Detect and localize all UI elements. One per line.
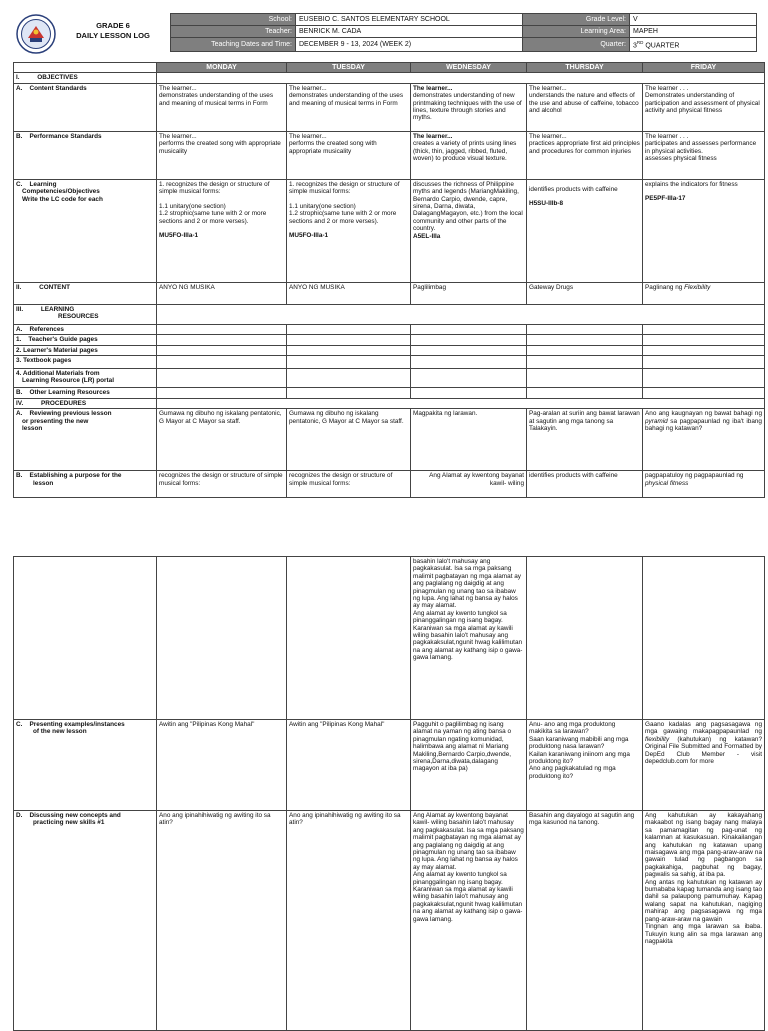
learners-material-fri [643,345,765,355]
textbook-row [14,356,765,369]
presenting-mon: Awitin ang "Pilipinas Kong Mahal" [157,720,287,811]
learners-material-thu [527,345,643,355]
references-row [14,324,765,334]
reviewing-mon: Gumawa ng dibuho ng iskalang pentatonic, G Mayor at C Mayor sa staff. [157,409,287,471]
content-thu: Gateway Drugs [527,282,643,304]
quarter-number: 3 [633,42,637,50]
discussing-wed: Ang Alamat ay kwentong bayanat kawil- wiling basahin lalo't mahusay ang pagkakasulat. Isa sa mga paksang malimit pagbatayan ng mga alamat ay ang paglalang ng daigdig at ang pinagmulan ng unang tao sa ibabaw ng lupa. Ang lahat ng bansa ay halos ay may alamat. Ang alamat ay kwento tungkol sa pinanggalingan ng isang bagay. Karaniwan sa mga alamat ay kawili wiling basahin lalo't mahusay ang pagkakaksulat,ngunit hwag kalilimutan na ang alamat ay kathang isip o gawa-gawa lamang. [411,811,527,1031]
objectives-blank [157,73,765,83]
day-friday: FRIDAY [643,63,765,73]
competencies-thu-code: H5SU-IIIb-8 [529,200,564,208]
objectives-row [14,73,765,83]
learning-resources-heading-2: RESOURCES [58,313,99,321]
presenting-label [14,720,157,811]
content-standards-wed [411,83,527,131]
textbook-fri [643,356,765,369]
competencies-label-2: Competencies/Objectives [22,188,100,196]
textbook-thu [527,356,643,369]
learners-material-row [14,345,765,355]
competencies-wed-code: A5EL-IIIa [413,232,441,240]
other-resources-thu [527,388,643,399]
learners-material-tue [287,345,411,355]
presenting-wed: Pagguhit o paglilimbag ng isang alamat na yaman ng ating bansa o pinagmulan ngating komunidad, halimbawa ang alamat ni Mariang Makiling,Bernardo Carpio,dwende, sirena,Darna,diwata,dalagang magayon at iba pa) [411,720,527,811]
additional-materials-fri [643,369,765,388]
discussing-label [14,811,157,1031]
reviewing-tue: Gumawa ng dibuho ng iskalang pentatonic, G Mayor at C Mayor sa staff. [287,409,411,471]
content-fri-prefix: Paglinang ng [645,283,685,291]
content-tue: ANYO NG MUSIKA [287,282,411,304]
learning-resources-heading-1: III. LEARNING [16,305,75,313]
school-value: EUSEBIO C. SANTOS ELEMENTARY SCHOOL [296,14,523,26]
textbook-mon [157,356,287,369]
purpose-label-1: B. Establishing a purpose for the [16,472,122,480]
textbook-wed [411,356,527,369]
competencies-wed [411,179,527,282]
other-resources-mon [157,388,287,399]
additional-materials-row [14,369,765,388]
purpose-row [14,471,765,498]
references-label: A. References [14,324,157,334]
reviewing-label-3: lesson [22,425,43,433]
purpose-wed: Ang Alamat ay kwentong bayanat kawil- wiling [411,471,527,498]
performance-standards-mon: The learner... performs the created song with appropriate musicality [157,131,287,179]
performance-standards-thu: The learner... practices appropriate first aid principles and procedures for common injuries [527,131,643,179]
reviewing-row [14,409,765,471]
competencies-thu [527,179,643,282]
additional-materials-tue [287,369,411,388]
quarter-value [630,38,757,52]
content-standards-wed-text: demonstrates understanding of new printmaking techniques with the use of lines, texture through stories and myths. [413,92,522,122]
area-value: MAPEH [630,26,757,38]
content-standards-wed-lead: The learner... [413,84,453,92]
content-standards-label: A. Content Standards [14,83,157,131]
day-tuesday: TUESDAY [287,63,411,73]
competencies-thu-text: identifies products with caffeine [529,185,618,193]
discussing-row [14,811,765,1031]
teachers-guide-row [14,335,765,345]
competencies-label-3: Write the LC code for each [22,195,103,203]
competencies-tue [287,179,411,282]
procedures-blank [157,399,765,409]
other-resources-wed [411,388,527,399]
other-resources-tue [287,388,411,399]
reviewing-label-2: or presenting the new [22,417,89,425]
competencies-fri [643,179,765,282]
reviewing-label [14,409,157,471]
content-fri-italic: Flexibility [684,283,711,291]
presenting-tue: Awitin ang "Pilipinas Kong Mahal" [287,720,411,811]
competencies-fri-code: PE5PF-IIIa-17 [645,195,686,203]
references-thu [527,324,643,334]
discussing-fri: Ang kahutukan ay kakayahang makaabot ng isang bagay nang malaya sa pamamagitan ng pag-unat ng kalamnan at kasukasuan. Kinakailangan ang kahutukan ng katawan upang maisagawa ang mga pang-araw-araw na gawain tulad ng pagbangon sa pagkakahiga, pagbuhat ng bagay, pagwalis sa sahig, at iba pa. Ang antas ng kahutukan ng katawan ay bumababa kapag tumanda ang isang tao dahil sa palaupong pamumuhay. Kapag walang sapat na kahutukan, nagiging mahirap ang pagsasagawa ng mga pang-araw-araw na gawain Tingnan ang mga larawan sa ibaba. Tukuyin kung alin sa mga larawan ang nagpakita [643,811,765,1031]
references-tue [287,324,411,334]
additional-materials-wed [411,369,527,388]
objectives-heading: I. OBJECTIVES [14,73,157,83]
reviewing-label-1: A. Reviewing previous lesson [16,410,112,418]
discussing-thu: Basahin ang dayalogo at sagutin ang mga kasunod na tanong. [527,811,643,1031]
additional-materials-label-1: 4. Additional Materials from [16,370,100,378]
reviewing-fri-italic: pyramid [645,417,668,425]
performance-standards-fri: The learner . . . participates and assesses performance in physical activities. assesses physical fitness [643,131,765,179]
quarter-text: QUARTER [643,42,680,50]
content-standards-thu: The learner... understands the nature and effects of the use and abuse of caffeine, tobacco and alcohol [527,83,643,131]
content-wed: Paglilimbag [411,282,527,304]
presenting-thu: Anu- ano ang mga produktong makikita sa larawan? Saan karaniwang mabibili ang mga produktong nasa larawan? Kailan karaniwang iniinom ang mga produktong ito? Ano ang pagkakatulad ng mga produktong ito? [527,720,643,811]
continued-row [14,557,765,720]
content-row [14,282,765,304]
title-dll: DAILY LESSON LOG [76,31,150,40]
purpose-tue: recognizes the design or structure of simple musical forms: [287,471,411,498]
purpose-thu: identifies products with caffeine [527,471,643,498]
header-info-table [170,13,757,52]
reviewing-fri [643,409,765,471]
additional-materials-label [14,369,157,388]
presenting-label-2: of the new lesson [33,728,87,736]
continued-label [14,557,157,720]
teachers-guide-mon [157,335,287,345]
purpose-fri-italic: physical fitness [645,479,689,487]
other-resources-label: B. Other Learning Resources [14,388,157,399]
performance-standards-wed-lead: The learner... [413,132,453,140]
deped-seal-icon [16,14,56,54]
learners-material-label: 2. Learner's Material pages [14,345,157,355]
additional-materials-thu [527,369,643,388]
title-grade: GRADE 6 [96,21,130,30]
content-heading: II. CONTENT [14,282,157,304]
procedures-row [14,399,765,409]
learners-material-wed [411,345,527,355]
discussing-label-2: practicing new skills #1 [33,819,105,827]
discussing-tue: Ano ang ipinahihiwatig ng awiting ito sa atin? [287,811,411,1031]
reviewing-thu: Pag-aralan at suriin ang bawat larawan at sagutin ang mga tanong sa Talakayin. [527,409,643,471]
quarter-label: Quarter: [523,38,630,52]
grade-label: Grade Level: [523,14,630,26]
content-fri [643,282,765,304]
performance-standards-label: B. Performance Standards [14,131,157,179]
area-label: Learning Area: [523,26,630,38]
reviewing-wed: Magpakita ng larawan. [411,409,527,471]
presenting-fri-1: Gaano kadalas ang pagsasagawa ng mga gawaing makapagpapaunlad ng [645,721,762,736]
teachers-guide-fri [643,335,765,345]
teachers-guide-tue [287,335,411,345]
content-standards-fri: The learner . . . Demonstrates understanding of participation and assessment of physical activity and physical fitness [643,83,765,131]
continued-tue [287,557,411,720]
teachers-guide-wed [411,335,527,345]
day-header-row [14,63,765,73]
dates-label: Teaching Dates and Time: [171,38,296,52]
learning-resources-row [14,304,765,324]
discussing-label-1: D. Discussing new concepts and [16,812,121,819]
grade-value: V [630,14,757,26]
competencies-mon-code: MU5FO-IIIa-1 [159,232,199,240]
competencies-mon-text: 1. recognizes the design or structure of simple musical forms: 1.1 unitary(one section) 1.2 strophic(same tune with 2 or more sections and 2 or more verses). [159,180,270,225]
additional-materials-label-2: Learning Resource (LR) portal [22,377,114,385]
day-thursday: THURSDAY [527,63,643,73]
competencies-fri-text: explains the indicators for fitness [645,180,738,188]
competencies-tue-code: MU5FO-IIIa-1 [289,232,329,240]
references-mon [157,324,287,334]
purpose-label [14,471,157,498]
teachers-guide-thu [527,335,643,345]
presenting-fri-italic: flexibility [645,735,670,743]
references-wed [411,324,527,334]
day-monday: MONDAY [157,63,287,73]
performance-standards-wed-text: creates a variety of prints using lines (thick, thin, jagged, ribbed, fluted, woven) to produce visual texture. [413,140,517,163]
competencies-tue-text: 1. recognizes the design or structure of simple musical forms: 1.1 unitary(one section) 1.2 strophic(same tune with 2 or more sections and 2 or more verses). [289,180,400,225]
school-label: School: [171,14,296,26]
competencies-label-1: C. Learning [16,180,57,188]
performance-standards-tue: The learner... performs the created song with appropriate musicality [287,131,411,179]
performance-standards-row [14,131,765,179]
content-standards-tue: The learner... demonstrates understanding of the uses and meaning of musical terms in Form [287,83,411,131]
additional-materials-mon [157,369,287,388]
presenting-row [14,720,765,811]
purpose-fri-1: pagpapatuloy ng pagpapaunlad ng [645,472,744,480]
learners-material-mon [157,345,287,355]
learning-resources-blank [157,304,765,324]
quarter-suffix: RD [636,40,644,45]
performance-standards-wed [411,131,527,179]
textbook-tue [287,356,411,369]
teacher-label: Teacher: [171,26,296,38]
discussing-mon: Ano ang ipinahihiwatig ng awiting ito sa atin? [157,811,287,1031]
continued-thu [527,557,643,720]
other-resources-fri [643,388,765,399]
teacher-value: BENRICK M. CADA [296,26,523,38]
continued-wed: basahin lalo't mahusay ang pagkakasulat. Isa sa mga paksang malimit pagbatayan ng mga alamat ay ang paglalang ng daigdig at ang pinagmulan ng unang tao sa ibabaw ng lupa. Ang lahat ng bansa ay halos ay may alamat. Ang alamat ay kwento tungkol sa pinanggalingan ng isang bagay. Karaniwan sa mga alamat ay kawili wiling basahin lalo't mahusay ang pagkakaksulat,ngunit hwag kalilimutan na ang alamat ay kathang isip o gawa-gawa lamang. [411,557,527,720]
purpose-mon: recognizes the design or structure of simple musical forms: [157,471,287,498]
learning-resources-heading [14,304,157,324]
continued-fri [643,557,765,720]
content-mon: ANYO NG MUSIKA [157,282,287,304]
content-standards-mon: The learner... demonstrates understanding of the uses and meaning of musical terms in Form [157,83,287,131]
competencies-row [14,179,765,282]
corner-cell [14,63,157,73]
header [13,13,764,52]
presenting-label-1: C. Presenting examples/instances [16,721,125,728]
presenting-fri [643,720,765,811]
purpose-label-2: lesson [33,479,54,487]
day-wednesday: WEDNESDAY [411,63,527,73]
textbook-label: 3. Textbook pages [14,356,157,369]
continued-mon [157,557,287,720]
presenting-fri-2: (kahutukan) ng katawan? Original File Submitted and Formatted by DepEd Club Member - visit depedclub.com for more [645,735,762,766]
content-standards-row [14,83,765,131]
document-title [58,21,168,41]
dates-value: DECEMBER 9 - 13, 2024 (WEEK 2) [296,38,523,52]
lesson-log-table [13,62,765,498]
competencies-label [14,179,157,282]
purpose-fri [643,471,765,498]
teachers-guide-label: 1. Teacher's Guide pages [14,335,157,345]
competencies-mon [157,179,287,282]
procedures-heading: IV. PROCEDURES [14,399,157,409]
other-resources-row [14,388,765,399]
reviewing-fri-2: sa pagpapaunlad ng iba't ibang bahagi ng katawan? [645,417,762,433]
lesson-log-table-continued [13,556,765,1031]
competencies-wed-text: discusses the richness of Philippine myths and legends (MariangMakiling, Bernardo Carpio, dwende, capre, sirena, Darna, diwata, DalagangMagayon, etc.) from the local community and other parts of the country. [413,180,523,233]
references-fri [643,324,765,334]
reviewing-fri-1: Ano ang kaugnayan ng bawat bahagi ng [645,410,762,418]
